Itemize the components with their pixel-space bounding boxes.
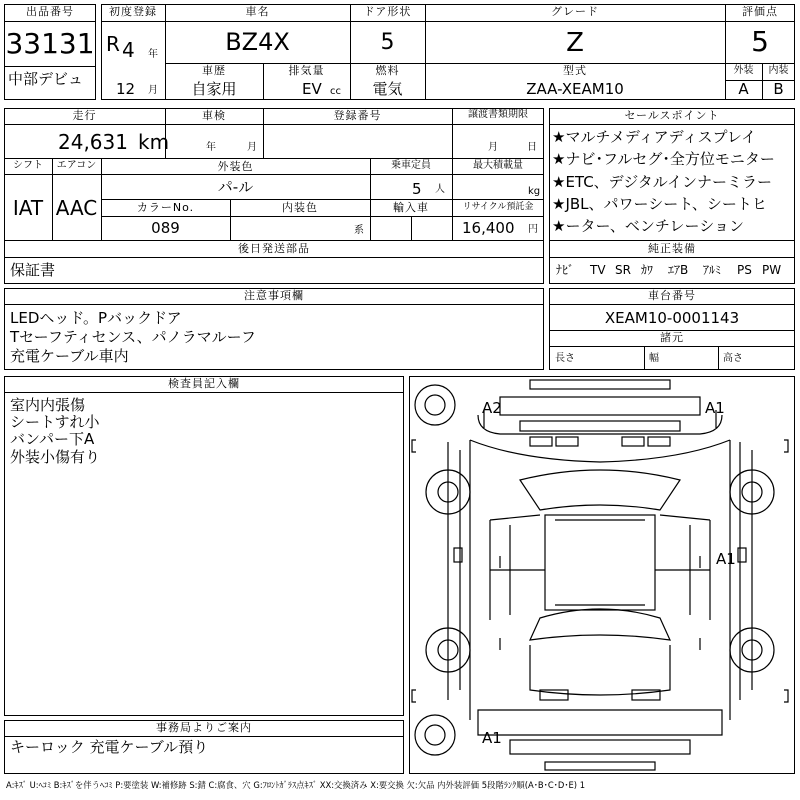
selling-point-line: ★ナビ･フルセグ･全方位モニター: [552, 150, 775, 168]
color-no-label: カラーNo.: [136, 201, 195, 214]
debut-label: 中部デビュ: [8, 70, 84, 88]
equipment-item: ﾅﾋﾞ: [556, 263, 575, 277]
notes-line: 充電ケーブル車内: [10, 347, 129, 365]
equipment-item: ｴｱB: [668, 263, 689, 277]
import-label: 輸入車: [393, 201, 429, 214]
selling-points-label: セールスポイント: [624, 109, 720, 122]
history-value: 自家用: [191, 80, 237, 98]
int-color-unit: 系: [354, 225, 364, 236]
height-label: 高さ: [723, 353, 743, 364]
inspector-label: 検査員記入欄: [168, 377, 240, 390]
interior-grade-label: 内装: [768, 65, 789, 76]
lot-number-label: 出品番号: [26, 5, 74, 18]
parts-value: 保証書: [10, 261, 56, 279]
notes-line: LEDヘッド。Pバックドア: [10, 309, 182, 327]
shift-label: シフト: [13, 160, 43, 171]
damage-mark: A1: [705, 399, 725, 417]
selling-point-line: ★マルチメディアディスプレイ: [552, 128, 757, 146]
equipment-item: ｶﾜ: [641, 263, 654, 277]
notes-line: Tセーフティセンス、パノラマルーフ: [10, 328, 256, 346]
chassis-value: XEAM10-0001143: [604, 309, 740, 327]
car-name-label: 車名: [245, 5, 270, 18]
era: R: [106, 32, 120, 56]
max-load-unit: kg: [528, 186, 541, 197]
damage-mark: A1: [716, 550, 736, 568]
inspector-line: 室内内張傷: [10, 396, 86, 414]
interior-grade-value: B: [773, 80, 784, 98]
grade-label: グレード: [551, 5, 599, 18]
max-load-label: 最大積載量: [473, 160, 523, 171]
dims-label: 諸元: [660, 331, 684, 344]
selling-point-line: ★JBL、パワーシート、シートヒ: [552, 195, 767, 213]
equipment-item: PW: [762, 263, 782, 277]
mileage-value: 24,631: [58, 130, 128, 154]
inspection-label: 車検: [202, 109, 226, 122]
int-color-label: 内装色: [282, 201, 318, 214]
transfer-day-unit: 日: [527, 142, 537, 153]
exterior-grade-label: 外装: [733, 65, 754, 76]
reg-number-label: 登録番号: [333, 109, 382, 122]
year-unit: 年: [148, 49, 158, 60]
recycle-value: 16,400: [462, 219, 515, 237]
mileage-label: 走行: [72, 109, 97, 122]
first-reg-label: 初度登録: [109, 5, 157, 18]
inspector-line: シートすれ小: [10, 413, 100, 431]
selling-point-line: ★ETC、デジタルインナーミラー: [552, 173, 773, 191]
office-text: キーロック 充電ケーブル預り: [10, 738, 209, 756]
notes-label: 注意事項欄: [244, 289, 304, 302]
width-label: 幅: [649, 353, 659, 364]
displacement-value: EV: [302, 80, 322, 98]
lot-number: 33131: [5, 27, 95, 60]
car-name: BZ4X: [225, 28, 290, 56]
recycle-unit: 円: [528, 224, 538, 235]
equipment-item: ｱﾙﾐ: [703, 263, 722, 277]
history-label: 車歴: [202, 64, 226, 77]
damage-mark: A2: [482, 399, 502, 417]
transfer-label: 譲渡書類期限: [468, 109, 528, 120]
exterior-grade-value: A: [738, 80, 749, 98]
ac-label: エアコン: [56, 160, 97, 171]
chassis-label: 車台番号: [648, 289, 696, 302]
inspector-line: 外装小傷有り: [10, 448, 101, 466]
model-value: ZAA-XEAM10: [526, 80, 624, 98]
fuel-value: 電気: [372, 80, 403, 98]
damage-mark: A1: [482, 729, 502, 747]
color-no-value: 089: [151, 219, 180, 237]
equipment-item: PS: [737, 263, 752, 277]
transfer-month-unit: 月: [488, 142, 498, 153]
ac-value: AAC: [55, 196, 98, 220]
parts-label: 後日発送部品: [238, 242, 310, 255]
inspector-line: バンパー下A: [10, 430, 95, 448]
office-label: 事務局よりご案内: [156, 721, 252, 734]
equipment-label: 純正装備: [648, 242, 696, 255]
displacement-label: 排気量: [288, 64, 325, 77]
score-label: 評価点: [742, 5, 778, 18]
fuel-label: 燃料: [375, 64, 400, 77]
grade-value: Z: [566, 28, 584, 58]
reg-year: 4: [122, 38, 135, 62]
door-label: ドア形状: [363, 5, 412, 18]
ext-color-value: パ-ル: [217, 178, 254, 196]
door-value: 5: [380, 30, 395, 55]
equipment-item: SR: [615, 263, 631, 277]
equipment-item: TV: [590, 263, 606, 277]
inspection-year-unit: 年: [206, 142, 216, 153]
ext-color-label: 外装色: [217, 160, 254, 173]
score-value: 5: [751, 25, 769, 58]
displacement-unit: cc: [330, 86, 341, 97]
length-label: 長さ: [555, 353, 575, 364]
mileage-unit: km: [138, 130, 170, 154]
shift-value: IAT: [12, 196, 44, 220]
recycle-label: リサイクル預託金: [462, 202, 534, 212]
selling-point-line: ★ーター、ベンチレーション: [552, 217, 744, 235]
capacity-value: 5: [412, 180, 422, 198]
month-unit: 月: [148, 85, 158, 96]
capacity-label: 乗車定員: [391, 160, 431, 171]
legend-text: A:ｷｽﾞ U:ﾍｺﾐ B:ｷｽﾞを伴うﾍｺﾐ P:要塗装 W:補修跡 S:錆 C:腐食、穴 G:ﾌﾛﾝﾄｶﾞﾗｽ点ｷｽﾞ XX:交換済み X:要交換 欠:欠品 内外装評価 5段階ﾗﾝｸ順(A･B･C･D･E) 1: [6, 780, 586, 790]
model-label: 型式: [563, 64, 587, 77]
capacity-unit: 人: [435, 184, 445, 195]
inspection-month-unit: 月: [247, 142, 257, 153]
reg-month: 12: [116, 80, 136, 98]
